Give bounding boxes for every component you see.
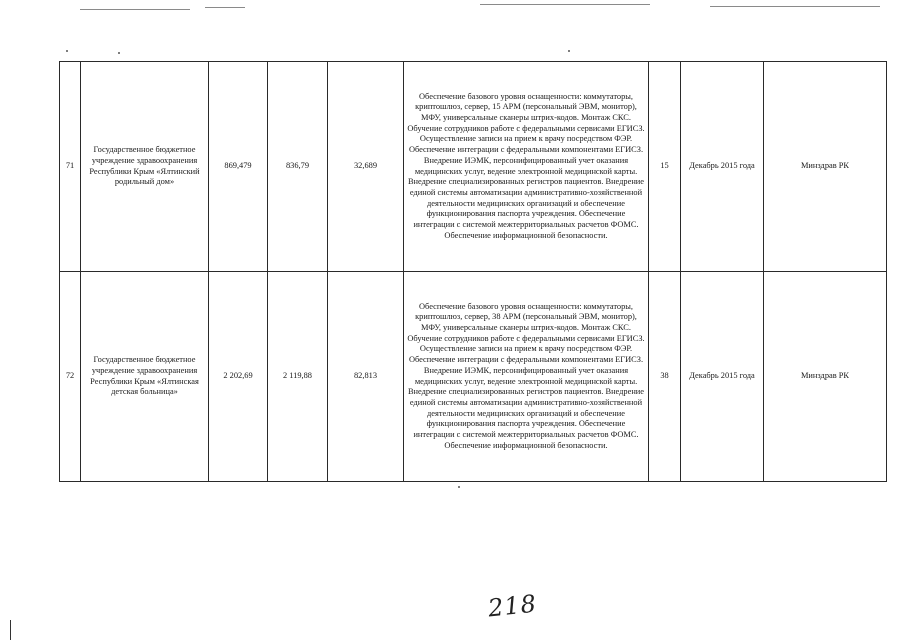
value-3: 82,813 <box>328 272 404 482</box>
work-description: Обеспечение базового уровня оснащенности: коммутаторы, криптошлюз, сервер, 38 АРМ (персональный ЭВМ, монитор), МФУ, универсальные сканеры штрих-кодов. Монтаж СКС. Обучение сотрудников работе с федеральными сервисами ЕГИСЗ. Осуществление записи на прием к врачу посредством ФЭР. Обеспечение интеграции с федеральными компонентами ЕГИСЗ. Внедрение ИЭМК, персонифицированный учет оказания медицинских услуг, ведение электронной медицинской карты. Внедрение специализированных регистров пациентов. Внедрение единой системы автоматизации административно-хозяйственной деятельности медицинских организаций и обеспечение функционирования паспорта учреждения. Обеспечение интеграции с системой межтерриториальных расчетов ФОМС. Обеспечение информационной безопасности. <box>404 272 649 482</box>
table-row-72 <box>60 272 887 482</box>
scan-edge-line <box>710 6 880 7</box>
project-table <box>59 61 887 482</box>
scan-edge-line <box>205 7 245 8</box>
scan-speck <box>66 50 68 52</box>
scan-speck <box>118 52 120 54</box>
value-1: 869,479 <box>209 62 268 272</box>
organization-name: Государственное бюджетное учреждение здравоохранения Республики Крым «Ялтинский родильный дом» <box>81 62 209 272</box>
deadline: Декабрь 2015 года <box>681 272 764 482</box>
responsible-body: Минздрав РК <box>764 62 887 272</box>
row-number: 71 <box>60 62 81 272</box>
work-description: Обеспечение базового уровня оснащенности: коммутаторы, криптошлюз, сервер, 15 АРМ (персональный ЭВМ, монитор), МФУ, универсальные сканеры штрих-кодов. Монтаж СКС. Обучение сотрудников работе с федеральными сервисами ЕГИСЗ. Осуществление записи на прием к врачу посредством ФЭР. Обеспечение интеграции с федеральными компонентами ЕГИСЗ. Внедрение ИЭМК, персонифицированный учет оказания медицинских услуг, ведение электронной медицинской карты. Внедрение специализированных регистров пациентов. Внедрение единой системы автоматизации административно-хозяйственной деятельности медицинских организаций и обеспечение функционирования паспорта учреждения. Обеспечение интеграции с системой межтерриториальных расчетов ФОМС. Обеспечение информационной безопасности. <box>404 62 649 272</box>
workstation-count: 15 <box>649 62 681 272</box>
scan-edge-line <box>80 9 190 10</box>
margin-mark <box>10 620 11 640</box>
value-2: 2 119,88 <box>268 272 328 482</box>
table-row-71 <box>60 62 887 272</box>
responsible-body: Минздрав РК <box>764 272 887 482</box>
scan-edge-line <box>480 4 650 5</box>
scan-speck <box>458 486 460 488</box>
page-number: 218 <box>486 589 539 623</box>
workstation-count: 38 <box>649 272 681 482</box>
value-2: 836,79 <box>268 62 328 272</box>
scan-speck <box>568 50 570 52</box>
row-number: 72 <box>60 272 81 482</box>
value-3: 32,689 <box>328 62 404 272</box>
value-1: 2 202,69 <box>209 272 268 482</box>
organization-name: Государственное бюджетное учреждение здравоохранения Республики Крым «Ялтинская детская больница» <box>81 272 209 482</box>
deadline: Декабрь 2015 года <box>681 62 764 272</box>
